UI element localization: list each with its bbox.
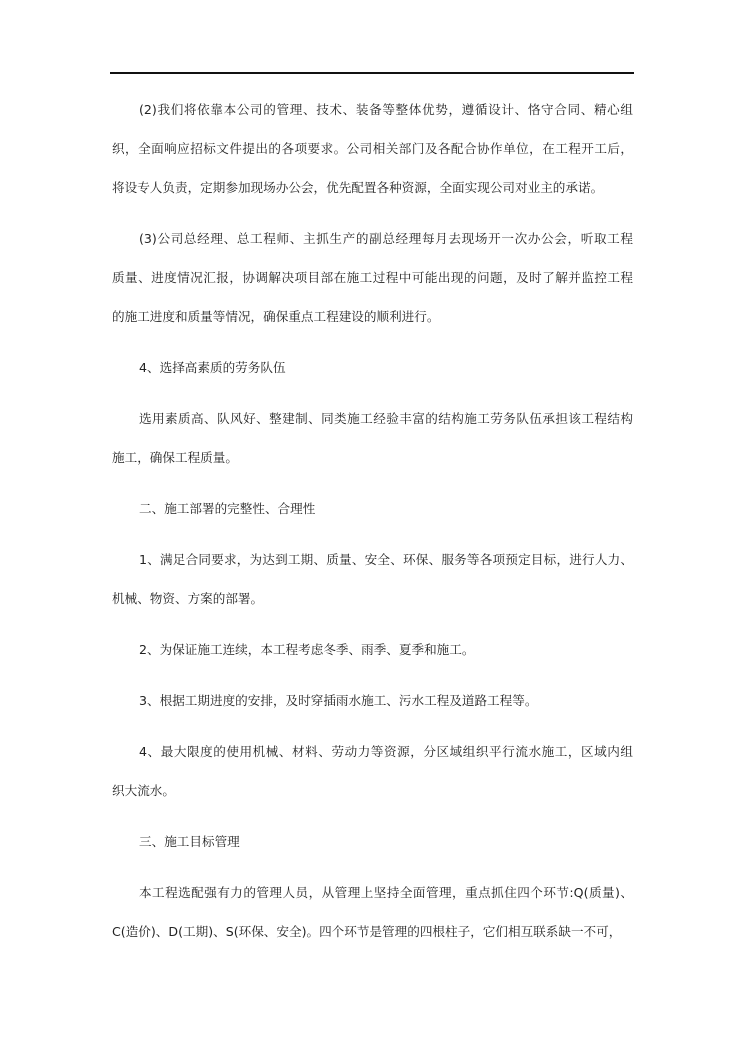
paragraph-first-line: 本工程选配强有力的管理人员，从管理上坚持全面管理，重点抓住四个环节:Q(质量)、	[139, 885, 633, 900]
paragraph-line: C(造价)、D(工期)、S(环保、安全)。四个环节是管理的四根柱子，它们相互联系缺一不可，	[112, 924, 622, 939]
paragraph-line: 织，全面响应招标文件提出的各项要求。公司相关部门及各配合协作单位，在工程开工后，	[112, 141, 633, 156]
paragraph-line: 施工，确保工程质量。	[112, 450, 238, 465]
paragraph-line: 织大流水。	[112, 783, 175, 798]
paragraph-first-line: 1、满足合同要求，为达到工期、质量、安全、环保、服务等各项预定目标，进行人力、	[139, 552, 633, 567]
paragraph-first-line: 选用素质高、队风好、整建制、同类施工经验丰富的结构施工劳务队伍承担该工程结构	[139, 411, 633, 426]
paragraph-first-line: 4、最大限度的使用机械、材料、劳动力等资源，分区域组织平行流水施工，区域内组	[139, 744, 633, 759]
paragraph-first-line: 3、根据工期进度的安排，及时穿插雨水施工、污水工程及道路工程等。	[139, 693, 538, 708]
paragraph-line: 机械、物资、方案的部署。	[112, 591, 264, 606]
paragraph-first-line: 2、为保证施工连续，本工程考虑冬季、雨季、夏季和施工。	[139, 642, 475, 657]
paragraph-first-line: 二、施工部署的完整性、合理性	[139, 501, 316, 516]
header-rule	[110, 72, 634, 74]
paragraph-line: 的施工进度和质量等情况，确保重点工程建设的顺利进行。	[112, 309, 440, 324]
paragraph-first-line: 三、施工目标管理	[139, 834, 240, 849]
paragraph-first-line: (2)我们将依靠本公司的管理、技术、装备等整体优势，遵循设计、恪守合同、精心组	[139, 102, 633, 117]
paragraph-line: 将设专人负责，定期参加现场办公会，优先配置各种资源，全面实现公司对业主的承诺。	[112, 180, 604, 195]
paragraph-first-line: (3)公司总经理、总工程师、主抓生产的副总经理每月去现场开一次办公会，听取工程	[139, 231, 633, 246]
paragraph-first-line: 4、选择高素质的劳务队伍	[139, 360, 286, 375]
paragraph-line: 质量、进度情况汇报，协调解决项目部在施工过程中可能出现的问题，及时了解并监控工程	[112, 270, 633, 285]
